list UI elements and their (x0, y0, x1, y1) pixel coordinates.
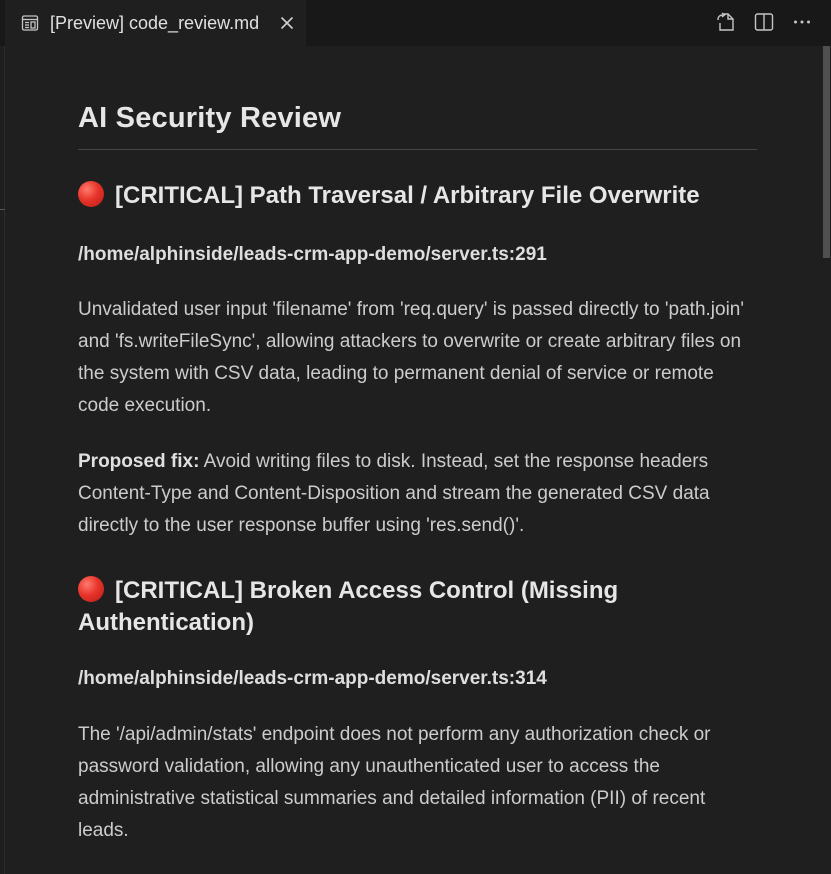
open-source-icon[interactable] (714, 10, 738, 34)
tab-bar (0, 0, 831, 46)
tab-preview-code-review[interactable] (5, 0, 306, 46)
finding-description: The '/api/admin/stats' endpoint does not perform any authorization check or password validation, allowing any unauthenticated user to access the administrative statistical summaries and detailed information (PII) of recent leads. (78, 724, 711, 841)
finding-description: Unvalidated user input 'filename' from 'req.query' is passed directly to 'path.join' and 'fs.writeFileSync', allowing attackers to overwrite or create arbitrary files on the system with CSV data, leading to permanent denial of service or remote code execution. (78, 299, 744, 416)
finding-heading: [CRITICAL] Broken Access Control (Missing Authentication) (78, 577, 619, 636)
close-icon[interactable] (277, 13, 297, 33)
more-actions-icon[interactable] (790, 10, 814, 34)
title-divider (78, 149, 757, 150)
editor-actions (714, 10, 814, 34)
red-circle-icon (78, 576, 104, 602)
proposed-fix-text: Avoid writing files to disk. Instead, set the response headers Content-Type and Content-Disposition and stream the generated CSV data directly to the user response buffer using 'res.send()'. (78, 451, 710, 536)
page-title: AI Security Review (78, 102, 342, 134)
sash-marker (0, 209, 5, 210)
preview-icon (20, 14, 39, 33)
editor-left-border (4, 46, 5, 874)
finding-location: /home/alphinside/leads-crm-app-demo/server.ts:314 (78, 668, 547, 689)
proposed-fix-label: Proposed fix: (78, 451, 200, 472)
finding-heading: [CRITICAL] Path Traversal / Arbitrary File Overwrite (78, 180, 758, 212)
tab-title: [Preview] code_review.md (50, 12, 260, 33)
finding-location: /home/alphinside/leads-crm-app-demo/server.ts:291 (78, 244, 547, 265)
vertical-scrollbar[interactable] (823, 46, 830, 258)
red-circle-icon (78, 181, 104, 207)
split-editor-icon[interactable] (752, 10, 776, 34)
proposed-fix (78, 446, 758, 542)
